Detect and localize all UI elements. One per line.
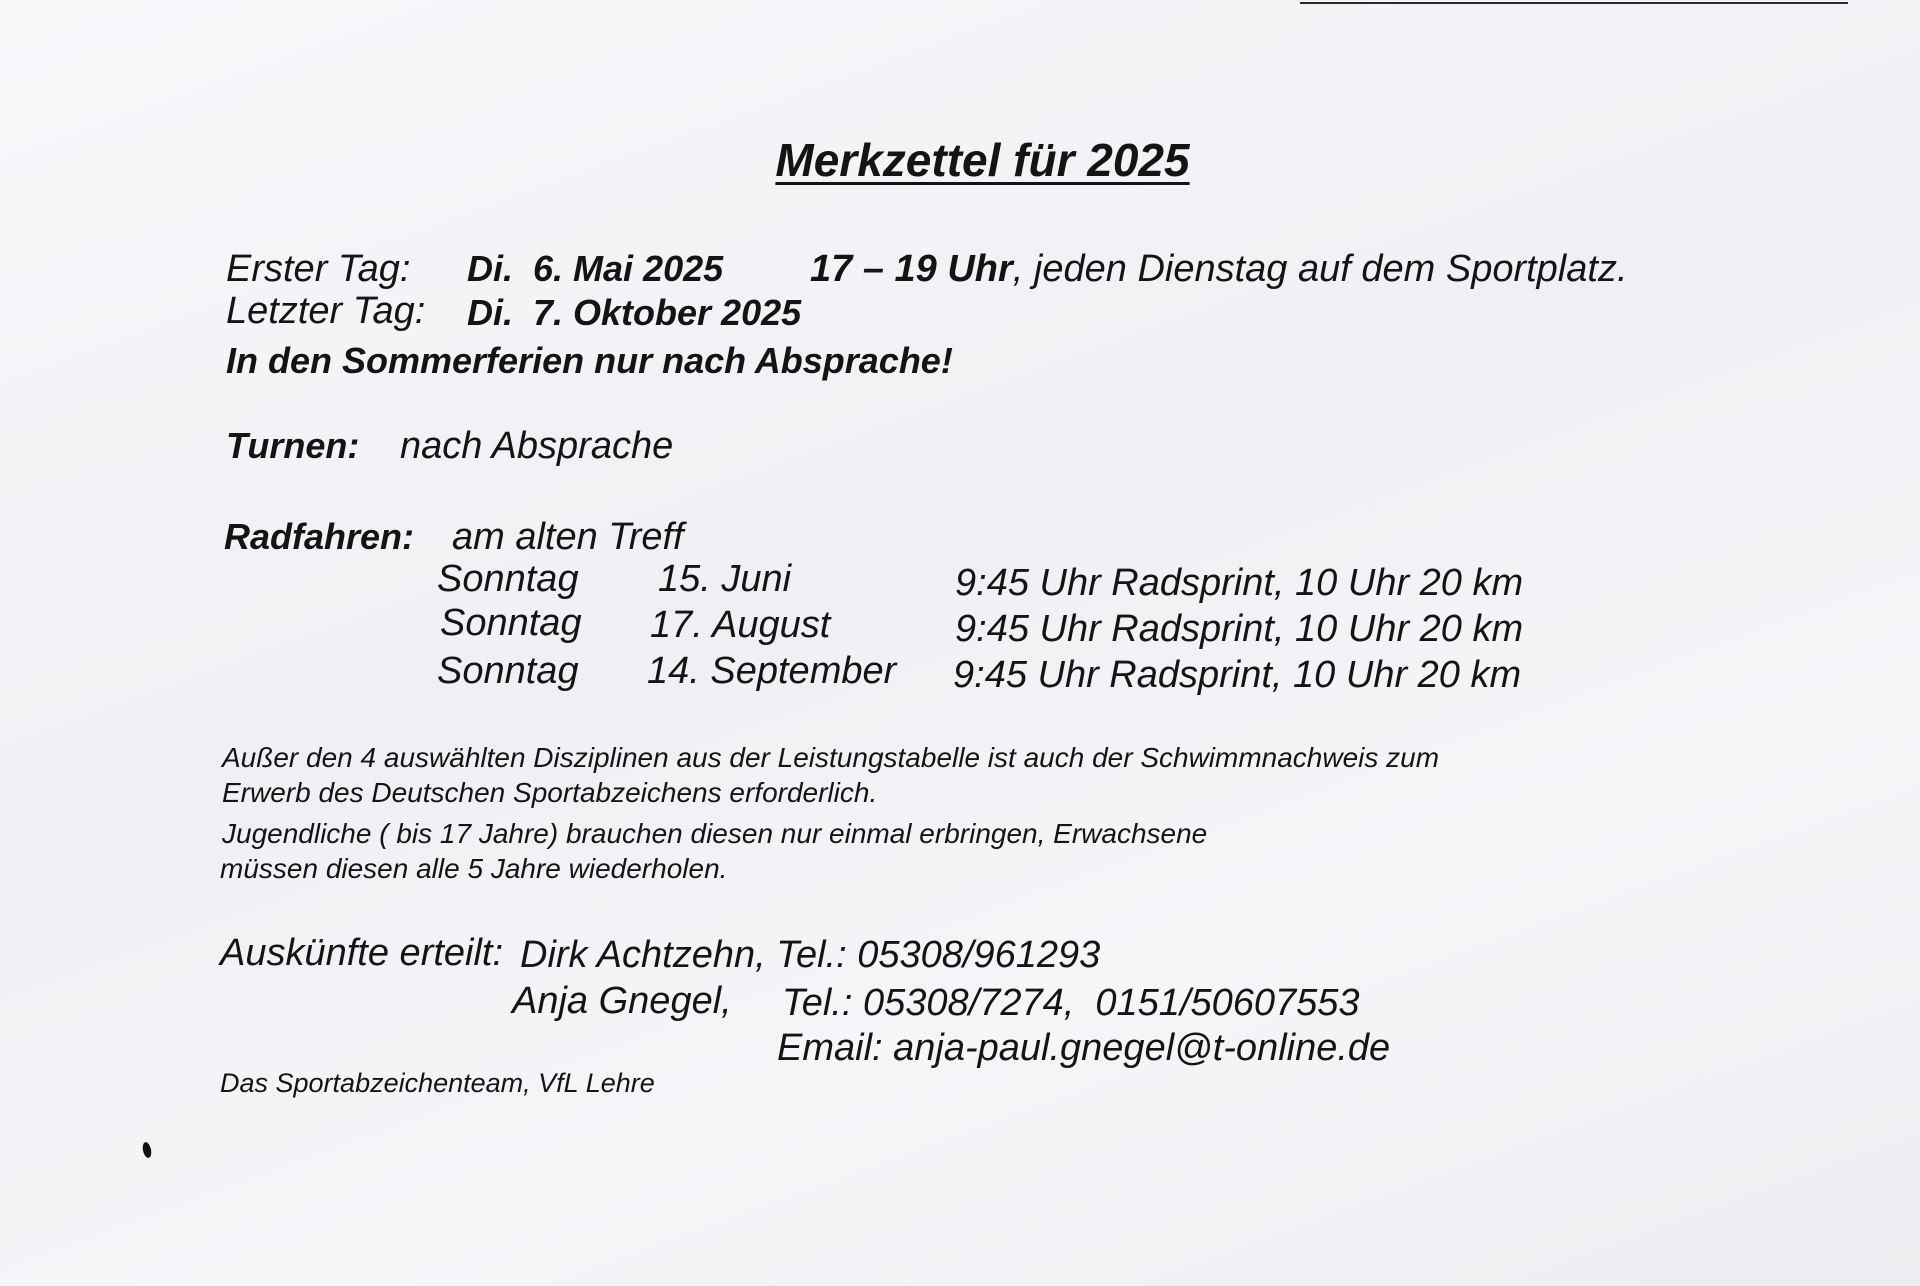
contact-label: Auskünfte erteilt: <box>220 932 504 974</box>
last-day-date: Di. 7. Oktober 2025 <box>467 292 802 333</box>
contact-person-2-name: Anja Gnegel, <box>512 980 732 1022</box>
radfahren-label: Radfahren: <box>224 516 415 557</box>
radfahren-location: am alten Treff <box>452 516 684 558</box>
first-day-time: 17 – 19 Uhr <box>810 248 1013 290</box>
ride-day: Sonntag <box>440 602 582 644</box>
ride-info: 9:45 Uhr Radsprint, 10 Uhr 20 km <box>955 562 1524 604</box>
ride-date: 17. August <box>650 604 831 646</box>
turnen-value: nach Absprache <box>400 425 674 467</box>
info-line: müssen diesen alle 5 Jahre wiederholen. <box>220 853 728 884</box>
first-day-note: , jeden Dienstag auf dem Sportplatz. <box>1012 248 1628 290</box>
turnen-label: Turnen: <box>226 425 360 466</box>
scan-edge-line <box>1300 2 1848 4</box>
first-day-time-line <box>810 248 1628 291</box>
contact-email: Email: anja-paul.gnegel@t-online.de <box>777 1027 1391 1069</box>
last-day-label: Letzter Tag: <box>226 290 426 332</box>
ride-day: Sonntag <box>437 558 579 600</box>
info-line: Jugendliche ( bis 17 Jahre) brauchen diesen nur einmal erbringen, Erwachsene <box>222 818 1208 849</box>
contact-person-1: Dirk Achtzehn, Tel.: 05308/961293 <box>520 934 1101 976</box>
contact-person-2-phone: Tel.: 05308/7274, 0151/50607553 <box>782 982 1360 1024</box>
signature: Das Sportabzeichenteam, VfL Lehre <box>220 1068 655 1098</box>
page-title: Merkzettel für 2025 <box>775 134 1190 186</box>
first-day-date: Di. 6. Mai 2025 <box>467 248 724 289</box>
ride-date: 14. September <box>647 650 897 692</box>
first-day-label: Erster Tag: <box>226 248 411 290</box>
ink-mark <box>141 1141 152 1158</box>
info-line: Erwerb des Deutschen Sportabzeichens erforderlich. <box>222 777 878 808</box>
info-line: Außer den 4 auswählten Disziplinen aus der Leistungstabelle ist auch der Schwimmnachweis zum <box>222 742 1440 773</box>
ride-info: 9:45 Uhr Radsprint, 10 Uhr 20 km <box>955 608 1524 650</box>
ride-info: 9:45 Uhr Radsprint, 10 Uhr 20 km <box>953 654 1522 696</box>
summer-note: In den Sommerferien nur nach Absprache! <box>226 340 953 381</box>
ride-day: Sonntag <box>437 650 579 692</box>
ride-date: 15. Juni <box>658 558 792 600</box>
